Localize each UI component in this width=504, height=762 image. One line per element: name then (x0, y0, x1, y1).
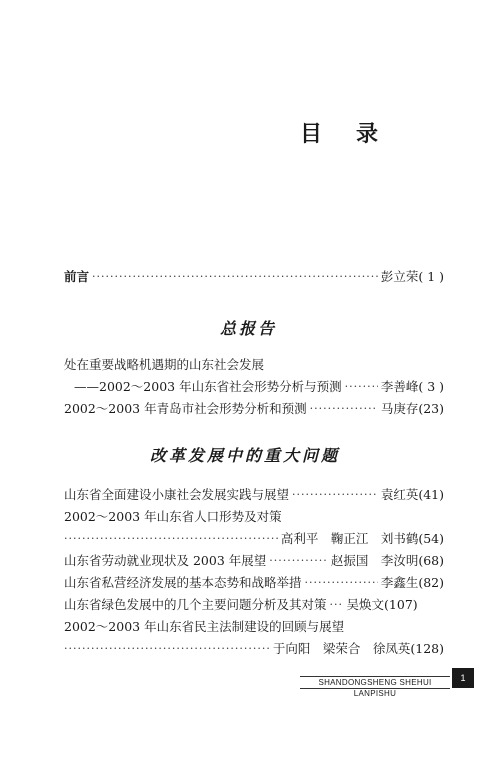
toc-entry-author: 高利平 鞠正江 刘书鹤 (280, 531, 419, 546)
leader-dots (345, 378, 378, 396)
toc-entry-authors[interactable] (64, 640, 444, 658)
toc-entry-page: ( 3 ) (418, 379, 444, 394)
toc-entry-title: 山东省绿色发展中的几个主要问题分析及其对策 (64, 597, 327, 612)
toc-entry-title: 山东省劳动就业现状及 2003 年展望 (64, 553, 267, 568)
toc-entry[interactable] (64, 596, 444, 614)
toc-entry-title: 2002～2003 年青岛市社会形势分析和预测 (64, 401, 307, 416)
toc-entry-title: 处在重要战略机遇期的山东社会发展 (64, 357, 265, 372)
toc-entry-title: 山东省私营经济发展的基本态势和战略举措 (64, 575, 302, 590)
toc-entry-author: 彭立荣 (380, 269, 419, 284)
leader-dots (64, 530, 278, 548)
toc-entry-page: (128) (410, 641, 444, 656)
section-heading: 总报告 (220, 319, 278, 338)
title-char-1: 目 (300, 121, 323, 147)
leader-dots (310, 400, 378, 418)
toc-entry-page: (54) (418, 531, 444, 546)
toc-entry-line[interactable] (64, 508, 444, 526)
series-footer-band: SHANDONGSHENG SHEHUI LANPISHU (300, 676, 450, 689)
leader-dots (269, 552, 328, 570)
toc-entry[interactable] (64, 552, 444, 570)
toc-entry-title: 前言 (64, 269, 90, 284)
toc-entry-author: 于向阳 梁荣合 徐凤英 (272, 641, 411, 656)
toc-entry-page: ( 1 ) (418, 269, 444, 284)
toc-entry-author: 袁红英 (380, 487, 419, 502)
page-number-box: 1 (452, 668, 474, 688)
section-heading: 改革发展中的重大问题 (150, 446, 341, 465)
toc-entry[interactable] (64, 400, 444, 418)
toc-entry[interactable] (64, 486, 444, 504)
toc-entry-page: (82) (418, 575, 444, 590)
title-char-2: 录 (356, 121, 379, 147)
toc-entry-line[interactable] (64, 618, 444, 636)
toc-entry-preface[interactable] (64, 268, 444, 286)
toc-entry-page: (41) (418, 487, 444, 502)
toc-entry-page: (68) (418, 553, 444, 568)
toc-entry-title: 2002～2003 年山东省人口形势及对策 (64, 509, 282, 524)
toc-entry-author: 吴焕文 (346, 597, 385, 612)
toc-entry[interactable] (74, 378, 444, 396)
leader-dots (305, 574, 378, 592)
toc-entry-subtitle: ——2002～2003 年山东省社会形势分析与预测 (74, 379, 342, 394)
leader-dots (330, 596, 344, 614)
toc-entry-page: (23) (418, 401, 444, 416)
toc-entry-author: 赵振国 李汝明 (330, 553, 419, 568)
toc-entry-author: 李善峰 (380, 379, 419, 394)
toc-entry-title: 2002～2003 年山东省民主法制建设的回顾与展望 (64, 619, 345, 634)
toc-entry[interactable] (64, 574, 444, 592)
leader-dots (64, 640, 270, 658)
toc-entry-author: 马庚存 (380, 401, 419, 416)
toc-entry-line[interactable] (64, 356, 444, 374)
leader-dots (92, 268, 378, 286)
toc-entry-title: 山东省全面建设小康社会发展实践与展望 (64, 487, 290, 502)
toc-entry-page: (107) (384, 597, 418, 612)
leader-dots (292, 486, 378, 504)
toc-entry-authors[interactable] (64, 530, 444, 548)
toc-entry-author: 李鑫生 (380, 575, 419, 590)
